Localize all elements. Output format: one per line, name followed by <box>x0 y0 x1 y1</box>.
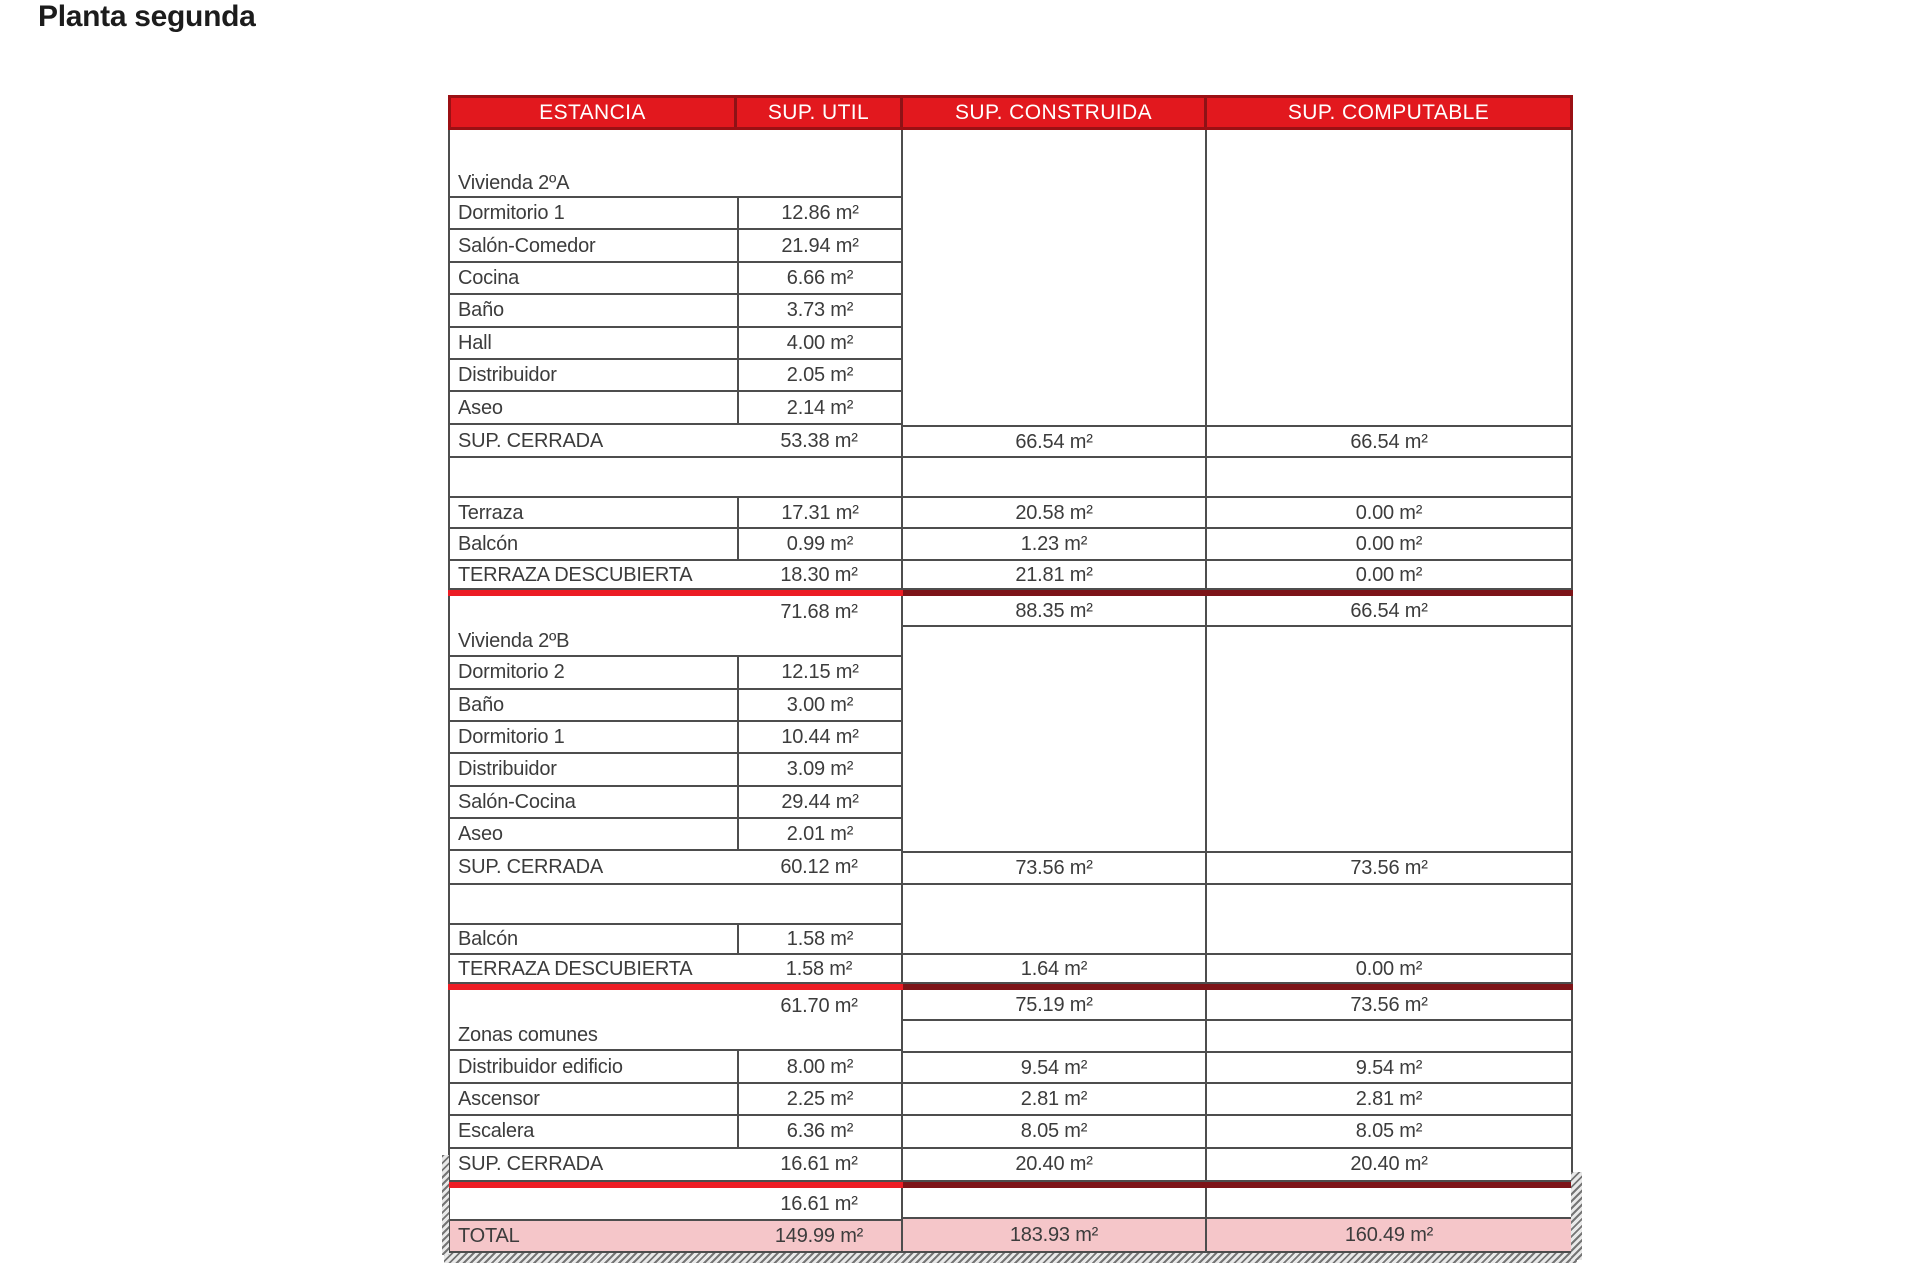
sup-construida-cell <box>903 657 1207 689</box>
sup-computable-cell: 0.00 m² <box>1207 496 1573 528</box>
sup-computable-cell: 73.56 m² <box>1207 990 1573 1021</box>
sup-util-cell: 3.00 m² <box>737 690 903 722</box>
estancia-cell: Salón-Cocina <box>448 787 737 819</box>
table-row-dormitorio-2 <box>448 657 1573 689</box>
sup-util-cell: 71.68 m² <box>737 596 903 627</box>
sup-construida-cell <box>903 819 1207 851</box>
estancia-cell <box>448 458 737 496</box>
sup-construida-cell: 1.64 m² <box>903 955 1207 984</box>
sup-computable-cell <box>1207 819 1573 851</box>
sup-util-cell: 2.25 m² <box>737 1084 903 1116</box>
estancia-cell: TERRAZA DESCUBIERTA <box>448 955 737 984</box>
sup-construida-cell <box>903 263 1207 295</box>
sup-util-cell <box>737 130 903 198</box>
sup-computable-cell <box>1207 627 1573 657</box>
sup-construida-cell: 9.54 m² <box>903 1051 1207 1083</box>
table-row-sup-cerrada <box>448 425 1573 459</box>
sup-computable-cell <box>1207 328 1573 360</box>
sup-construida-cell <box>903 722 1207 754</box>
table-row-dormitorio-1 <box>448 722 1573 754</box>
table-row-terraza-descubierta <box>448 955 1573 984</box>
sup-util-cell: 17.31 m² <box>737 496 903 528</box>
estancia-cell: Balcón <box>448 529 737 561</box>
sup-construida-cell <box>903 923 1207 955</box>
estancia-cell: Baño <box>448 295 737 327</box>
sup-computable-cell <box>1207 690 1573 722</box>
sup-computable-cell <box>1207 722 1573 754</box>
table-row-aseo <box>448 392 1573 424</box>
estancia-cell: Dormitorio 1 <box>448 722 737 754</box>
sup-util-cell: 1.58 m² <box>737 955 903 984</box>
table-row-ba-o <box>448 690 1573 722</box>
sup-construida-cell <box>903 458 1207 496</box>
table-row-dormitorio-1 <box>448 198 1573 230</box>
sup-construida-cell: 183.93 m² <box>903 1219 1207 1253</box>
estancia-cell: Dormitorio 1 <box>448 198 737 230</box>
table-row-aseo <box>448 819 1573 851</box>
sup-construida-cell <box>903 787 1207 819</box>
sup-util-cell: 3.73 m² <box>737 295 903 327</box>
sup-computable-cell: 0.00 m² <box>1207 561 1573 590</box>
right-shadow-hatch <box>1571 1172 1582 1260</box>
sup-computable-cell <box>1207 754 1573 786</box>
table-row-sup-cerrada <box>448 1149 1573 1183</box>
estancia-cell: Zonas comunes <box>448 1021 737 1051</box>
estancia-cell: Hall <box>448 328 737 360</box>
sup-construida-cell <box>903 885 1207 923</box>
estancia-cell: Ascensor <box>448 1084 737 1116</box>
sup-util-cell <box>737 458 903 496</box>
sup-computable-cell: 20.40 m² <box>1207 1149 1573 1183</box>
estancia-cell: Terraza <box>448 496 737 528</box>
column-header-sup-construida: SUP. CONSTRUIDA <box>903 98 1207 127</box>
sup-util-cell: 1.58 m² <box>737 923 903 955</box>
sup-computable-cell: 9.54 m² <box>1207 1051 1573 1083</box>
estancia-cell: Salón-Comedor <box>448 230 737 262</box>
sup-construida-cell <box>903 230 1207 262</box>
sup-computable-cell: 73.56 m² <box>1207 851 1573 885</box>
bottom-shadow-hatch <box>444 1253 1577 1263</box>
sup-computable-cell: 160.49 m² <box>1207 1219 1573 1253</box>
sup-computable-cell <box>1207 923 1573 955</box>
sup-util-cell: 29.44 m² <box>737 787 903 819</box>
table-row-distribuidor-edificio <box>448 1051 1573 1083</box>
sup-util-cell: 16.61 m² <box>737 1188 903 1219</box>
sup-computable-cell <box>1207 295 1573 327</box>
sup-util-cell: 12.15 m² <box>737 657 903 689</box>
table-row-subtotal <box>448 990 1573 1021</box>
sup-util-cell: 60.12 m² <box>737 851 903 885</box>
table-row-ascensor <box>448 1084 1573 1116</box>
table-row-vivienda-2-a <box>448 130 1573 198</box>
sup-util-cell: 10.44 m² <box>737 722 903 754</box>
estancia-cell: Vivienda 2ºA <box>448 130 737 198</box>
estancia-cell: Dormitorio 2 <box>448 657 737 689</box>
table-row-subtotal <box>448 1188 1573 1219</box>
sup-util-cell: 18.30 m² <box>737 561 903 590</box>
sup-construida-cell <box>903 627 1207 657</box>
sup-construida-cell <box>903 328 1207 360</box>
sup-construida-cell: 2.81 m² <box>903 1084 1207 1116</box>
sup-util-cell: 2.01 m² <box>737 819 903 851</box>
sup-computable-cell <box>1207 263 1573 295</box>
sup-construida-cell <box>903 130 1207 198</box>
sup-util-cell: 16.61 m² <box>737 1149 903 1183</box>
sup-computable-cell <box>1207 130 1573 198</box>
sup-construida-cell: 75.19 m² <box>903 990 1207 1021</box>
sup-construida-cell <box>903 754 1207 786</box>
sup-computable-cell <box>1207 885 1573 923</box>
estancia-cell: Distribuidor <box>448 754 737 786</box>
sup-construida-cell: 73.56 m² <box>903 851 1207 885</box>
areas-table <box>448 95 1573 1263</box>
table-row-sal-n-cocina <box>448 787 1573 819</box>
table-header <box>448 95 1573 130</box>
column-header-sup-computable: SUP. COMPUTABLE <box>1287 100 1490 124</box>
table-row-sal-n-comedor <box>448 230 1573 262</box>
sup-computable-cell: 0.00 m² <box>1207 529 1573 561</box>
table-row-distribuidor <box>448 754 1573 786</box>
sup-computable-cell <box>1207 787 1573 819</box>
estancia-cell <box>448 885 737 923</box>
estancia-cell <box>448 596 737 627</box>
sup-util-cell: 4.00 m² <box>737 328 903 360</box>
estancia-cell: TOTAL <box>448 1219 737 1253</box>
sup-util-cell: 61.70 m² <box>737 990 903 1021</box>
sup-computable-cell: 8.05 m² <box>1207 1116 1573 1148</box>
sup-construida-cell: 8.05 m² <box>903 1116 1207 1148</box>
sup-util-cell: 0.99 m² <box>737 529 903 561</box>
sup-computable-cell: 0.00 m² <box>1207 955 1573 984</box>
sup-construida-cell: 20.40 m² <box>903 1149 1207 1183</box>
sup-util-cell: 21.94 m² <box>737 230 903 262</box>
estancia-cell: SUP. CERRADA <box>448 425 737 459</box>
sup-util-cell: 8.00 m² <box>737 1051 903 1083</box>
estancia-cell: TERRAZA DESCUBIERTA <box>448 561 737 590</box>
sup-construida-cell: 21.81 m² <box>903 561 1207 590</box>
sup-util-cell: 149.99 m² <box>737 1219 903 1253</box>
sup-construida-cell <box>903 392 1207 424</box>
sup-construida-cell <box>903 1021 1207 1051</box>
table-row-balc-n <box>448 529 1573 561</box>
table-row-spacer <box>448 885 1573 923</box>
estancia-cell: Aseo <box>448 819 737 851</box>
sup-util-cell: 6.66 m² <box>737 263 903 295</box>
estancia-cell <box>448 990 737 1021</box>
estancia-cell: Balcón <box>448 923 737 955</box>
sup-computable-cell <box>1207 1021 1573 1051</box>
sup-computable-cell: 2.81 m² <box>1207 1084 1573 1116</box>
estancia-cell: Distribuidor edificio <box>448 1051 737 1083</box>
left-shadow-hatch <box>442 1155 449 1255</box>
table-row-terraza <box>448 496 1573 528</box>
sup-util-cell <box>737 885 903 923</box>
page-title: Planta segunda <box>38 0 256 33</box>
sup-construida-cell: 1.23 m² <box>903 529 1207 561</box>
estancia-cell <box>448 1188 737 1219</box>
table-row-hall <box>448 328 1573 360</box>
sup-construida-cell: 88.35 m² <box>903 596 1207 627</box>
sup-construida-cell <box>903 690 1207 722</box>
estancia-cell: Escalera <box>448 1116 737 1148</box>
table-row-distribuidor <box>448 360 1573 392</box>
sup-util-cell: 12.86 m² <box>737 198 903 230</box>
sup-util-cell <box>737 627 903 657</box>
sup-computable-cell <box>1207 392 1573 424</box>
table-row-sup-cerrada <box>448 851 1573 885</box>
estancia-cell: Baño <box>448 690 737 722</box>
table-row-cocina <box>448 263 1573 295</box>
estancia-cell: Aseo <box>448 392 737 424</box>
sup-computable-cell: 66.54 m² <box>1207 596 1573 627</box>
sup-util-cell <box>737 1021 903 1051</box>
sup-computable-cell: 66.54 m² <box>1207 425 1573 459</box>
sup-computable-cell <box>1207 198 1573 230</box>
estancia-cell: SUP. CERRADA <box>448 1149 737 1183</box>
estancia-cell: Vivienda 2ºB <box>448 627 737 657</box>
sup-construida-cell <box>903 360 1207 392</box>
sup-util-cell: 2.05 m² <box>737 360 903 392</box>
table-row-spacer <box>448 458 1573 496</box>
sup-util-cell: 6.36 m² <box>737 1116 903 1148</box>
sup-construida-cell <box>903 295 1207 327</box>
sup-computable-cell <box>1207 657 1573 689</box>
sup-computable-cell <box>1207 458 1573 496</box>
sup-construida-cell <box>903 198 1207 230</box>
table-body <box>448 130 1573 1253</box>
estancia-cell: Distribuidor <box>448 360 737 392</box>
sup-construida-cell <box>903 1188 1207 1219</box>
table-row-vivienda-2-b <box>448 627 1573 657</box>
table-row-balc-n <box>448 923 1573 955</box>
table-row-total <box>448 1219 1573 1253</box>
table-row-ba-o <box>448 295 1573 327</box>
sup-util-cell: 3.09 m² <box>737 754 903 786</box>
sup-util-cell: 53.38 m² <box>737 425 903 459</box>
table-row-escalera <box>448 1116 1573 1148</box>
column-header-sup-util: SUP. UTIL <box>737 98 903 127</box>
sup-construida-cell: 66.54 m² <box>903 425 1207 459</box>
estancia-cell: Cocina <box>448 263 737 295</box>
column-header-estancia: ESTANCIA <box>451 98 737 127</box>
sup-computable-cell <box>1207 360 1573 392</box>
sup-computable-cell <box>1207 230 1573 262</box>
sup-construida-cell: 20.58 m² <box>903 496 1207 528</box>
estancia-cell: SUP. CERRADA <box>448 851 737 885</box>
sup-util-cell: 2.14 m² <box>737 392 903 424</box>
table-row-terraza-descubierta <box>448 561 1573 590</box>
table-row-subtotal <box>448 596 1573 627</box>
sup-computable-cell <box>1207 1188 1573 1219</box>
table-row-zonas-comunes <box>448 1021 1573 1051</box>
